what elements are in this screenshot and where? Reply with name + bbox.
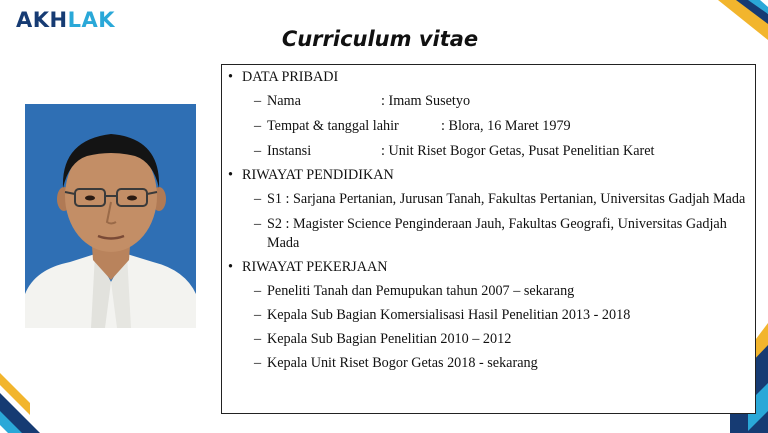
work-item: – Kepala Sub Bagian Komersialisasi Hasil Penelitian 2013 - 2018 bbox=[254, 307, 631, 323]
section-heading: RIWAYAT PEKERJAAN bbox=[242, 259, 388, 275]
work-item: – Peneliti Tanah dan Pemupukan tahun 2007 – sekarang bbox=[254, 283, 575, 299]
row-instansi: – Instansi : Unit Riset Bogor Getas, Pusat Penelitian Karet bbox=[228, 142, 747, 161]
field-value: : Imam Susetyo bbox=[381, 93, 471, 109]
field-value: : Unit Riset Bogor Getas, Pusat Penelitian Karet bbox=[381, 143, 655, 159]
bullet-icon: • bbox=[228, 69, 233, 85]
field-label: Nama bbox=[267, 93, 301, 109]
field-value: : Blora, 16 Maret 1979 bbox=[441, 118, 571, 134]
row-nama: – Nama : Imam Susetyo bbox=[228, 92, 747, 111]
section-heading: DATA PRIBADI bbox=[242, 69, 339, 85]
bullet-icon: • bbox=[228, 259, 233, 275]
page-title: Curriculum vitae bbox=[281, 27, 479, 51]
section-riwayat-pekerjaan bbox=[228, 258, 747, 277]
field-label: Instansi bbox=[267, 143, 312, 159]
row-tempat-tanggal-lahir: – Tempat & tanggal lahir : Blora, 16 Maret 1979 bbox=[228, 117, 747, 136]
bullet-icon: • bbox=[228, 167, 233, 183]
cv-content-box bbox=[221, 64, 756, 414]
logo-main-text: AKH bbox=[16, 8, 68, 32]
person-portrait-image bbox=[25, 104, 196, 328]
profile-photo bbox=[25, 104, 196, 328]
education-item: – S2 : Magister Science Penginderaan Jauh, Fakultas Geografi, Universitas Gadjah Mada bbox=[254, 216, 727, 251]
bottom-left-decoration bbox=[0, 353, 60, 433]
logo-accent-text: LAK bbox=[67, 8, 116, 32]
field-label: Tempat & tanggal lahir bbox=[267, 118, 399, 134]
section-heading: RIWAYAT PENDIDIKAN bbox=[242, 167, 394, 183]
work-item: – Kepala Unit Riset Bogor Getas 2018 - sekarang bbox=[254, 355, 538, 371]
education-item: – S1 : Sarjana Pertanian, Jurusan Tanah, Fakultas Pertanian, Universitas Gadjah Mada bbox=[254, 191, 746, 207]
section-data-pribadi bbox=[228, 68, 747, 87]
section-riwayat-pendidikan bbox=[228, 166, 747, 185]
work-item: – Kepala Sub Bagian Penelitian 2010 – 2012 bbox=[254, 331, 512, 347]
